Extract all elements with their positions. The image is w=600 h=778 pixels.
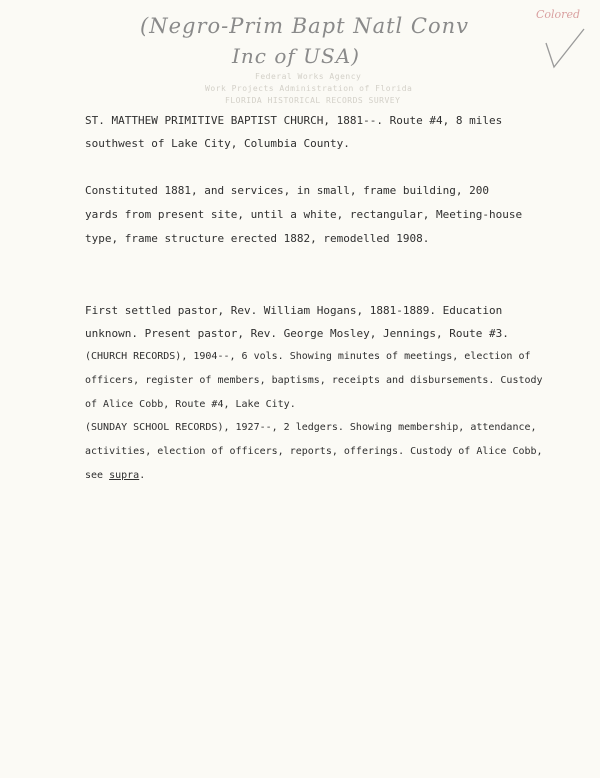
- text-line: Constituted 1881, and services, in small, frame building, 200: [85, 184, 489, 197]
- period: .: [139, 470, 146, 481]
- text-line: (SUNDAY SCHOOL RECORDS), 1927--, 2 ledgers. Showing membership, attendance,: [85, 422, 537, 433]
- handwritten-annotation-line-1: (Negro-Prim Bapt Natl Conv: [140, 14, 470, 38]
- stamp-line-3: FLORIDA HISTORICAL RECORDS SURVEY: [225, 96, 401, 105]
- see-label: see: [85, 470, 110, 481]
- stamp-line-2: Work Projects Administration of Florida: [205, 84, 413, 93]
- text-line: type, frame structure erected 1882, remodelled 1908.: [85, 232, 430, 245]
- check-mark-icon: [540, 25, 590, 75]
- supra-underlined: supra: [109, 470, 140, 481]
- text-line: [85, 470, 145, 481]
- text-line: yards from present site, until a white, rectangular, Meeting-house: [85, 208, 523, 221]
- corner-note: Colored: [536, 8, 580, 21]
- text-line: unknown. Present pastor, Rev. George Mosley, Jennings, Route #3.: [85, 327, 509, 340]
- text-line: (CHURCH RECORDS), 1904--, 6 vols. Showing minutes of meetings, election of: [85, 351, 531, 362]
- text-line: activities, election of officers, reports, offerings. Custody of Alice Cobb,: [85, 446, 543, 457]
- text-line: First settled pastor, Rev. William Hogans, 1881-1889. Education: [85, 304, 503, 317]
- text-line: officers, register of members, baptisms, receipts and disbursements. Custody: [85, 375, 543, 386]
- text-line: ST. MATTHEW PRIMITIVE BAPTIST CHURCH, 1881--. Route #4, 8 miles: [85, 114, 503, 127]
- handwritten-annotation-line-2: Inc of USA): [232, 44, 360, 68]
- text-line: southwest of Lake City, Columbia County.: [85, 137, 350, 150]
- text-line: of Alice Cobb, Route #4, Lake City.: [85, 399, 296, 410]
- stamp-line-1: Federal Works Agency: [255, 72, 362, 81]
